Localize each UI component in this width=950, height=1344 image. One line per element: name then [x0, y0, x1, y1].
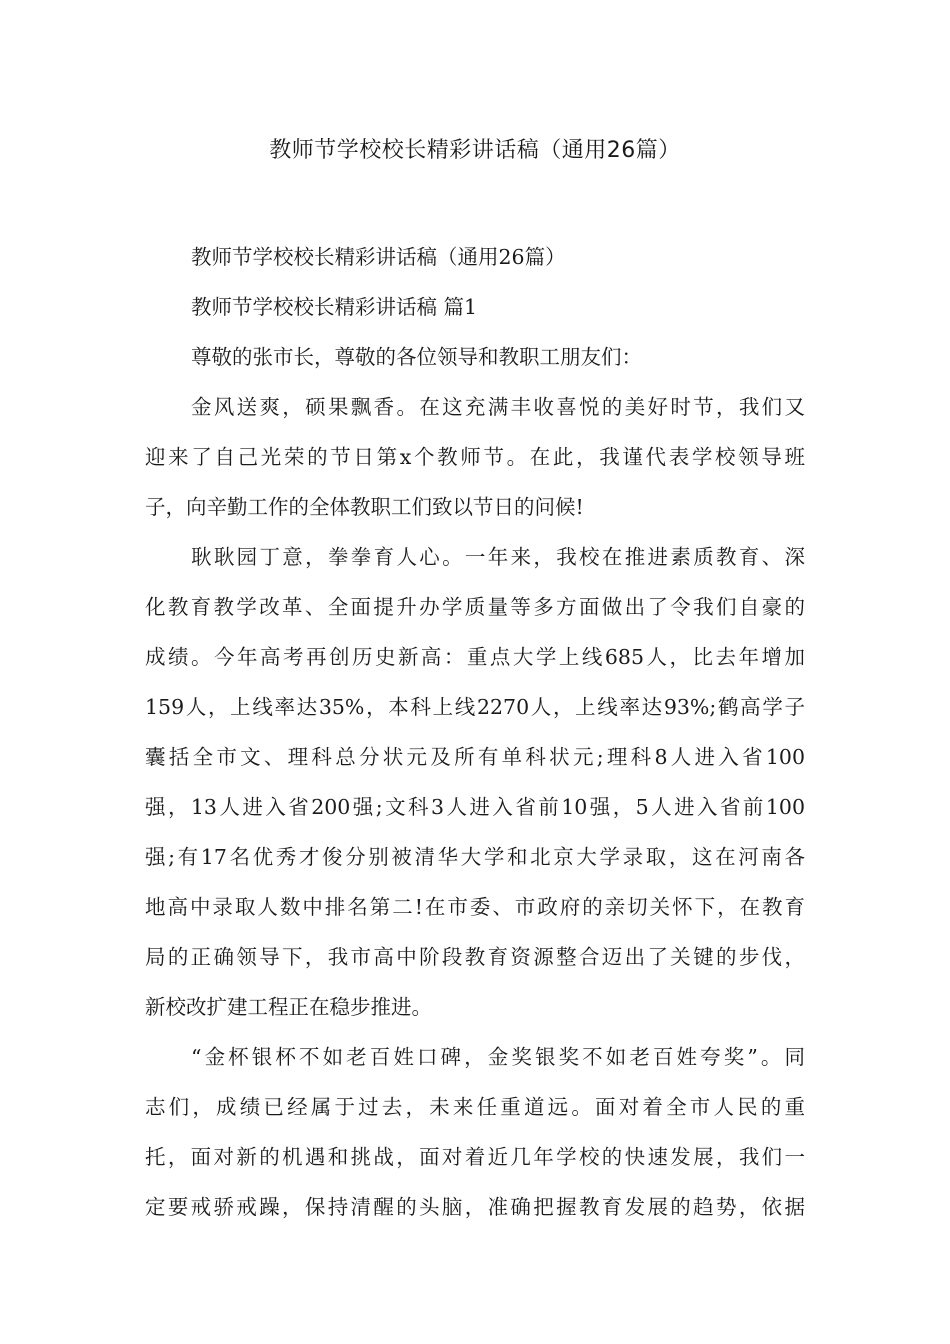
paragraph-line: 159人，上线率达35%，本科上线2270人，上线率达93%;鹤高学子 [145, 695, 805, 719]
document-body [145, 232, 805, 1232]
paragraph-line: 化教育教学改革、全面提升办学质量等多方面做出了令我们自豪的 [145, 595, 805, 619]
paragraph-line: “金杯银杯不如老百姓口碑，金奖银奖不如老百姓夸奖”。同 [191, 1045, 805, 1069]
paragraph-line: 新校改扩建工程正在稳步推进。 [145, 995, 432, 1019]
document-title: 教师节学校校长精彩讲话稿（通用26篇） [269, 138, 681, 163]
paragraph-line: 地高中录取人数中排名第二!在市委、市政府的亲切关怀下，在教育 [145, 895, 805, 919]
paragraph-line: 金风送爽，硕果飘香。在这充满丰收喜悦的美好时节，我们又 [191, 395, 805, 419]
paragraph-line: 托，面对新的机遇和挑战，面对着近几年学校的快速发展，我们一 [145, 1145, 805, 1169]
paragraph-line: 教师节学校校长精彩讲话稿（通用26篇） [191, 245, 566, 269]
paragraph-line: 耿耿园丁意，拳拳育人心。一年来，我校在推进素质教育、深 [191, 545, 805, 569]
paragraph-line: 囊括全市文、理科总分状元及所有单科状元;理科8人进入省100 [145, 745, 805, 769]
paragraph-line: 定要戒骄戒躁，保持清醒的头脑，准确把握教育发展的趋势，依据 [145, 1195, 805, 1219]
paragraph-line: 教师节学校校长精彩讲话稿 篇1 [191, 295, 478, 319]
paragraph-line: 成绩。今年高考再创历史新高：重点大学上线685人，比去年增加 [145, 645, 805, 669]
paragraph-line: 局的正确领导下，我市高中阶段教育资源整合迈出了关键的步伐， [145, 945, 805, 969]
paragraph-line: 强，13人进入省200强;文科3人进入省前10强，5人进入省前100 [145, 795, 805, 819]
paragraph-line: 强;有17名优秀才俊分别被清华大学和北京大学录取，这在河南各 [145, 845, 805, 869]
paragraph-line: 志们，成绩已经属于过去，未来任重道远。面对着全市人民的重 [145, 1095, 805, 1119]
paragraph-line: 子，向辛勤工作的全体教职工们致以节日的问候! [145, 495, 584, 519]
paragraph-line: 迎来了自己光荣的节日第x个教师节。在此，我谨代表学校领导班 [145, 445, 805, 469]
paragraph-line: 尊敬的张市长，尊敬的各位领导和教职工朋友们： [191, 345, 642, 369]
